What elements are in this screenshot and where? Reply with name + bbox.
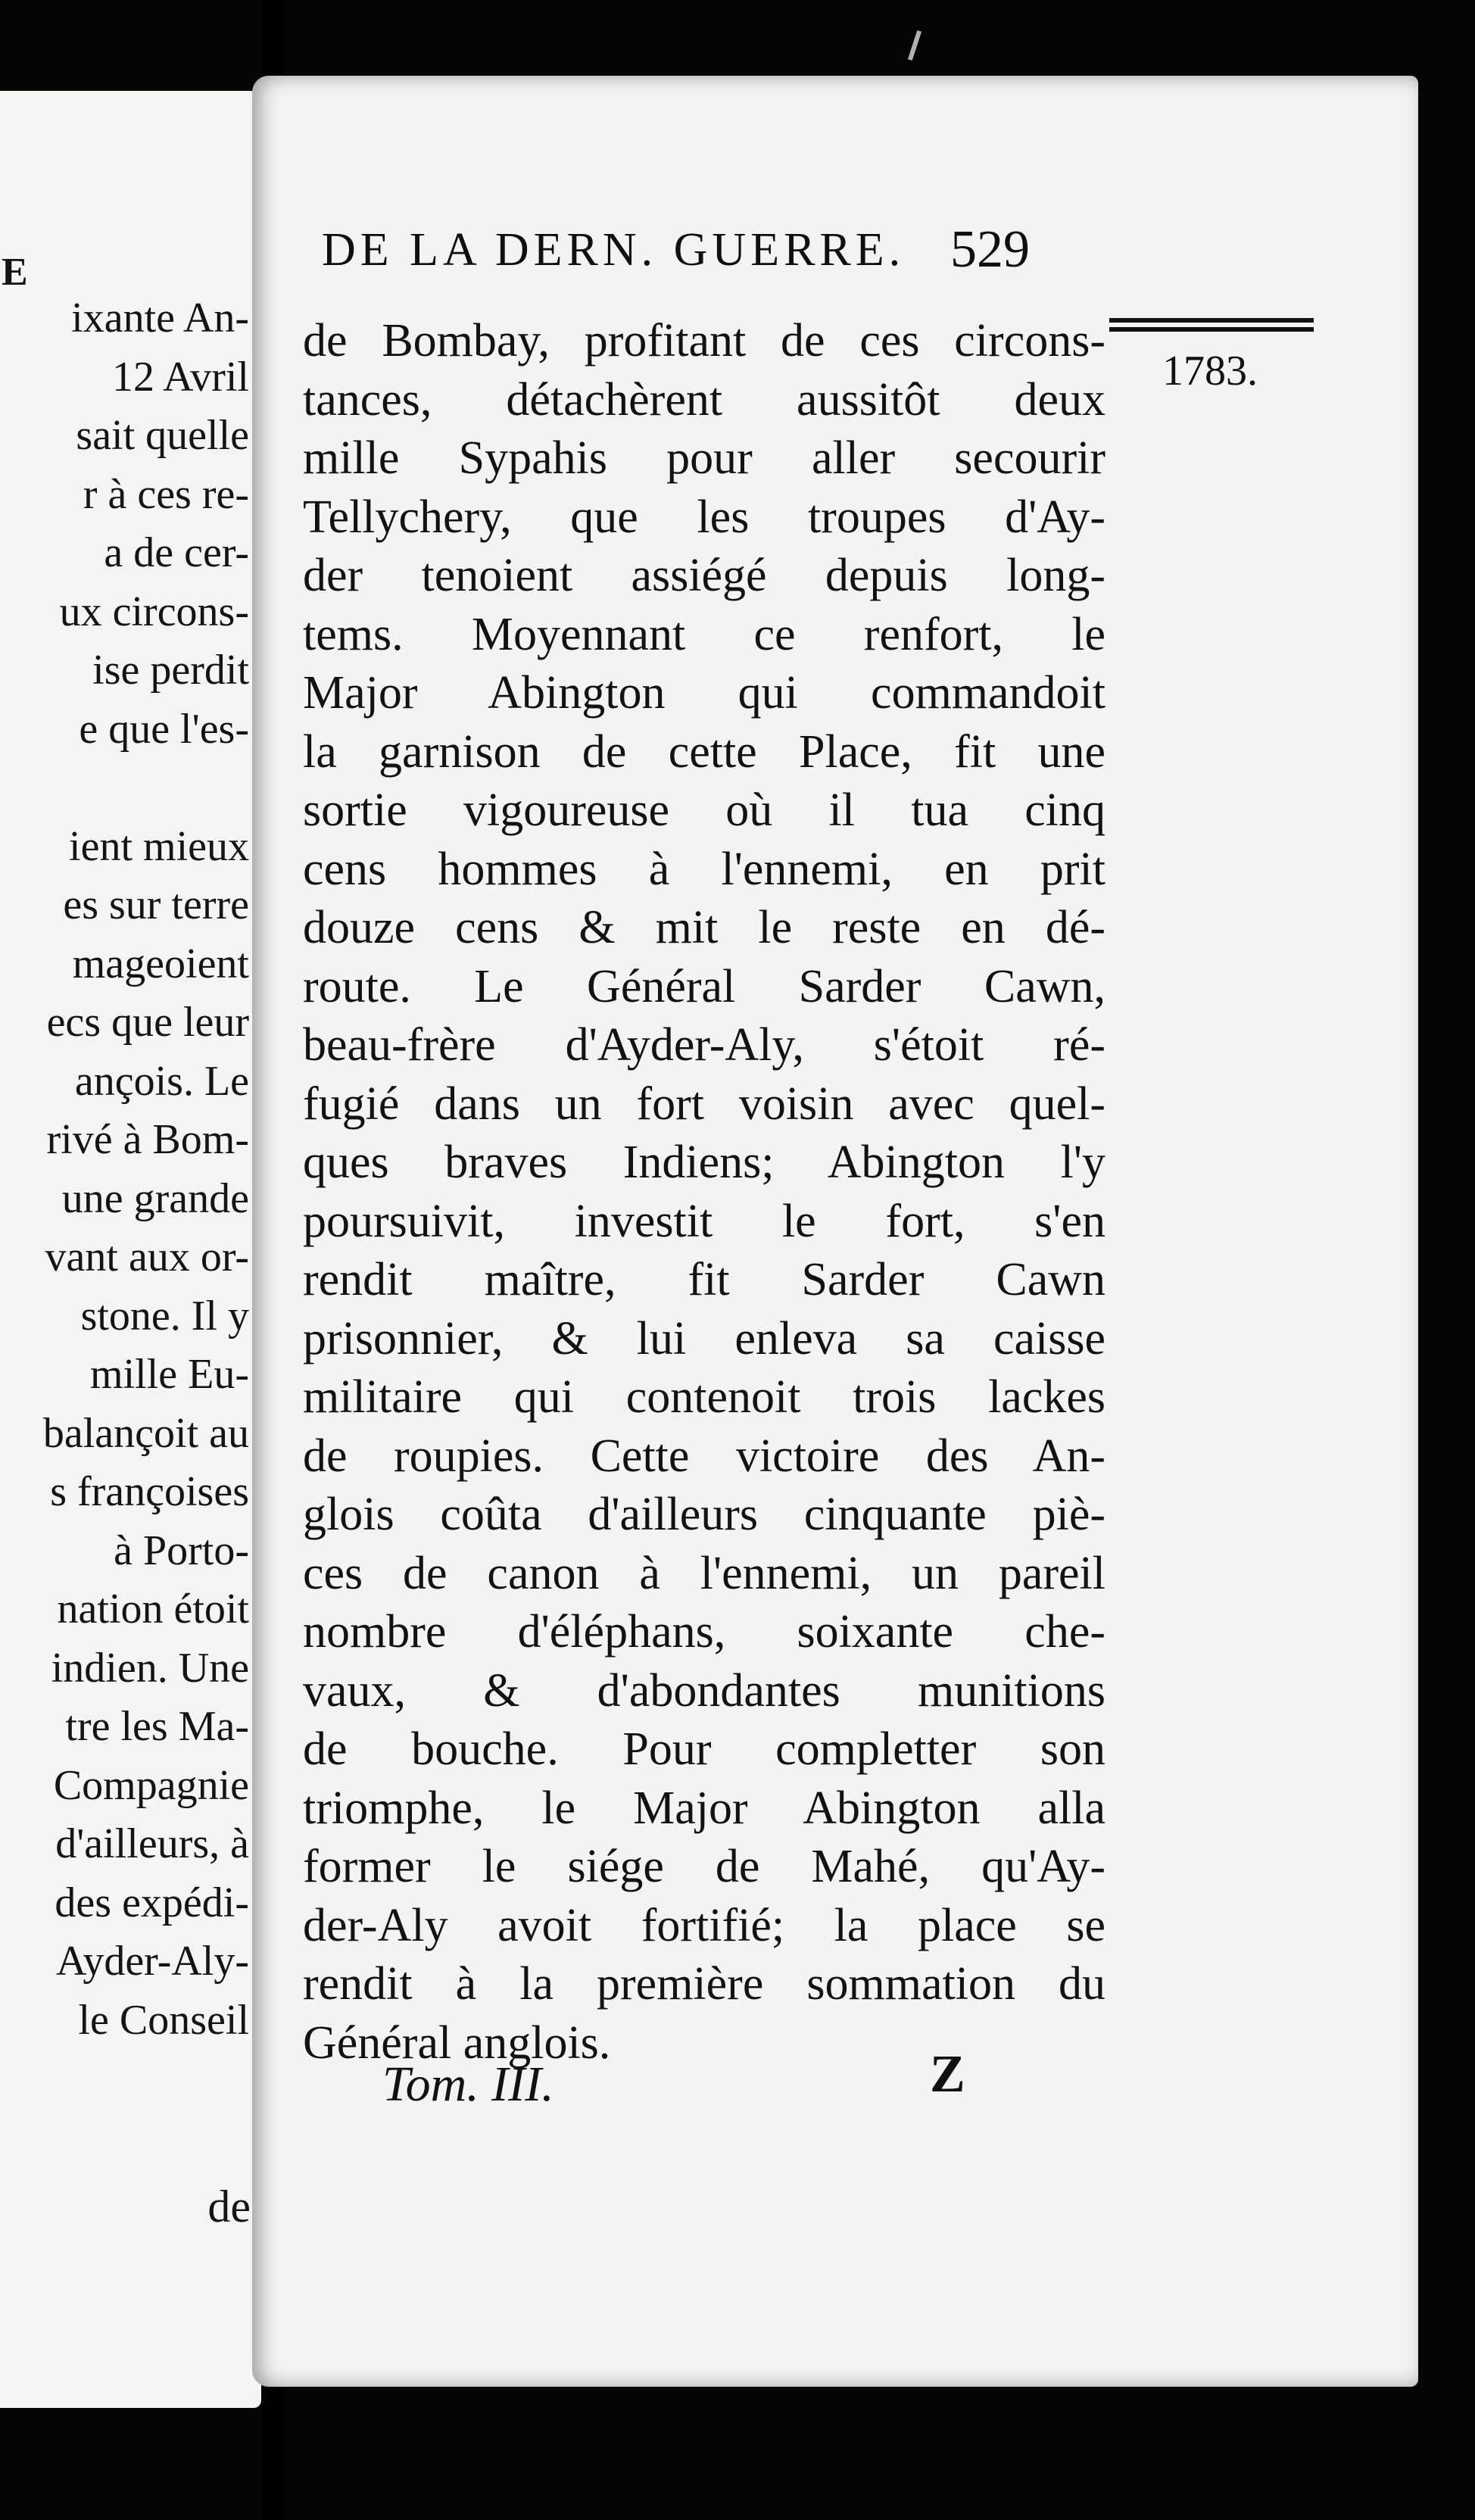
body-text-line: Général anglois. bbox=[303, 2016, 611, 2069]
left-page-line: ecs que leur bbox=[46, 999, 249, 1046]
body-text-line: route. Le Général Sarder Cawn, bbox=[303, 960, 1105, 1012]
left-page-line: ise perdit bbox=[92, 647, 249, 694]
body-text-line: Tellychery, que les troupes d'Ay- bbox=[303, 491, 1105, 543]
body-text-line: fugié dans un fort voisin avec quel- bbox=[303, 1078, 1105, 1130]
left-page-line: r à ces re- bbox=[83, 470, 249, 518]
left-page-line: tre les Ma- bbox=[65, 1703, 249, 1750]
margin-year: 1783. bbox=[1162, 348, 1258, 395]
body-text-line: tances, détachèrent aussitôt deux bbox=[303, 373, 1105, 426]
left-page-line: e que l'es- bbox=[79, 705, 249, 753]
left-page-line: une grande bbox=[61, 1174, 249, 1222]
body-text-line: nombre d'éléphans, soixante che- bbox=[303, 1606, 1105, 1658]
left-page-line: ixante An- bbox=[71, 295, 249, 342]
volume-signature: Tom. III. bbox=[382, 2057, 554, 2112]
left-page-line: des expédi- bbox=[55, 1879, 249, 1926]
left-page-header-fragment: E bbox=[2, 251, 28, 294]
body-text-line: douze cens & mit le reste en dé- bbox=[303, 902, 1105, 953]
running-head: DE LA DERN. GUERRE. bbox=[322, 224, 906, 276]
left-page-line: rivé à Bom- bbox=[46, 1116, 249, 1163]
left-page-line: Ayder-Aly- bbox=[56, 1938, 249, 1985]
left-page-line: d'ailleurs, à bbox=[55, 1820, 249, 1867]
left-page-line: stone. Il y bbox=[80, 1292, 249, 1340]
left-page-line: ançois. Le bbox=[74, 1057, 249, 1105]
left-page-line: a de cer- bbox=[104, 529, 249, 576]
page-number: 529 bbox=[950, 220, 1030, 279]
left-page-catchword: de bbox=[207, 2182, 251, 2232]
body-text-line: tems. Moyennant ce renfort, le bbox=[303, 608, 1105, 660]
body-text-line: former le siége de Mahé, qu'Ay- bbox=[303, 1841, 1105, 1892]
left-page-line: Compagnie bbox=[53, 1761, 249, 1809]
body-text-line: ces de canon à l'ennemi, un pareil bbox=[303, 1547, 1105, 1599]
left-page-line: balançoit au bbox=[42, 1409, 249, 1457]
left-page-line: à Porto- bbox=[114, 1527, 249, 1574]
body-text-line: de bouche. Pour completter son bbox=[303, 1723, 1105, 1775]
body-text-line: beau-frère d'Ayder-Aly, s'étoit ré- bbox=[303, 1019, 1105, 1071]
left-page-line: ient mieux bbox=[69, 822, 249, 870]
left-page-line: vant aux or- bbox=[45, 1233, 249, 1280]
left-page-line: s françoises bbox=[50, 1468, 249, 1515]
left-page-line: mille Eu- bbox=[90, 1351, 249, 1398]
body-text-line: triomphe, le Major Abington alla bbox=[303, 1782, 1105, 1834]
page-mark bbox=[908, 30, 921, 61]
body-text-line: cens hommes à l'ennemi, en prit bbox=[303, 843, 1105, 895]
body-text-line: rendit maître, fit Sarder Cawn bbox=[303, 1254, 1105, 1305]
left-page-line: 12 Avril bbox=[112, 353, 249, 401]
body-text-line: de roupies. Cette victoire des An- bbox=[303, 1430, 1105, 1482]
body-text-line: mille Sypahis pour aller secourir bbox=[303, 432, 1105, 484]
body-text-line: de Bombay, profitant de ces circons- bbox=[303, 315, 1105, 366]
left-page bbox=[0, 91, 261, 2408]
left-page-line: le Conseil bbox=[78, 1996, 249, 2044]
left-page-line: indien. Une bbox=[51, 1644, 249, 1692]
body-text-line: der-Aly avoit fortifié; la place se bbox=[303, 1899, 1105, 1951]
body-text-line: ques braves Indiens; Abington l'y bbox=[303, 1137, 1105, 1188]
signature-letter: Z bbox=[930, 2045, 965, 2104]
body-text-line: glois coûta d'ailleurs cinquante piè- bbox=[303, 1489, 1105, 1540]
body-text-line: poursuivit, investit le fort, s'en bbox=[303, 1195, 1105, 1247]
left-page-line: ux circons- bbox=[59, 588, 249, 635]
body-text bbox=[303, 312, 1105, 2072]
left-page-line: es sur terre bbox=[63, 881, 249, 928]
body-text-line: Major Abington qui commandoit bbox=[303, 667, 1105, 719]
left-page-line: sait quelle bbox=[76, 412, 249, 459]
body-text-line: la garnison de cette Place, fit une bbox=[303, 725, 1105, 778]
body-text-line: vaux, & d'abondantes munitions bbox=[303, 1664, 1105, 1717]
left-page-line: nation étoit bbox=[57, 1586, 249, 1633]
margin-rule bbox=[1109, 318, 1314, 335]
body-text-line: sortie vigoureuse où il tua cinq bbox=[303, 784, 1105, 836]
body-text-line: der tenoient assiégé depuis long- bbox=[303, 550, 1105, 601]
body-text-line: militaire qui contenoit trois lackes bbox=[303, 1371, 1105, 1423]
body-text-line: rendit à la première sommation du bbox=[303, 1958, 1105, 2010]
left-page-line: mageoient bbox=[72, 940, 249, 987]
body-text-line: prisonnier, & lui enleva sa caisse bbox=[303, 1312, 1105, 1364]
